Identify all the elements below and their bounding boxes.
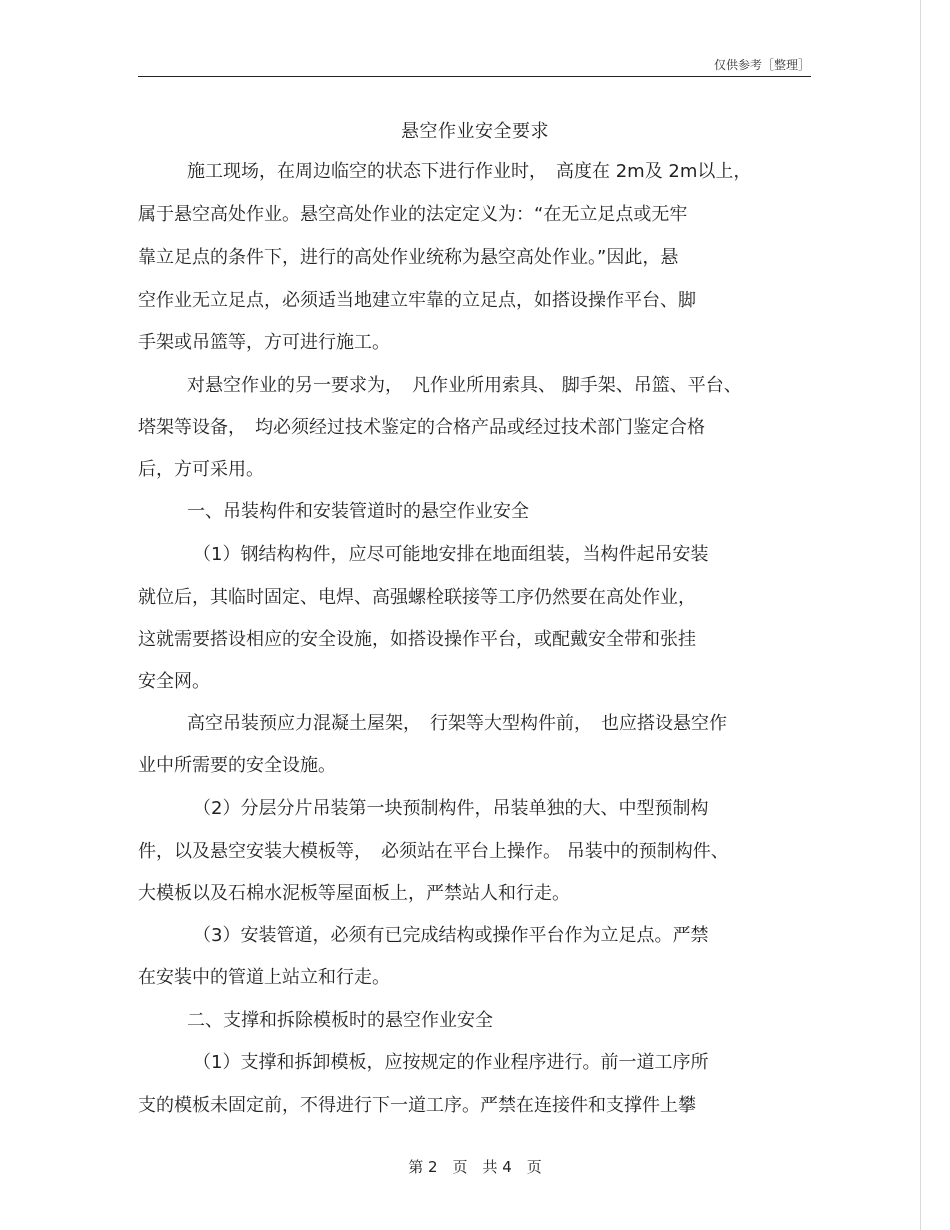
body-line: 安全网。	[138, 671, 210, 692]
body-line: （1）支撑和拆卸模板，应按规定的作业程序进行。前一道工序所	[193, 1052, 709, 1073]
body-line: 这就需要搭设相应的安全设施，如搭设操作平台，或配戴安全带和张挂	[138, 629, 696, 650]
body-line: （3）安装管道，必须有已完成结构或操作平台作为立足点。严禁	[193, 925, 709, 946]
header-note: 仅供参考［整理］	[713, 58, 810, 72]
body-line: 件，以及悬空安装大模板等， 必须站在平台上操作。 吊装中的预制构件、	[138, 841, 729, 862]
body-line: 空作业无立足点，必须适当地建立牢靠的立足点，如搭设操作平台、脚	[138, 290, 696, 311]
body-line: 对悬空作业的另一要求为， 凡作业所用索具、 脚手架、吊篮、平台、	[187, 375, 742, 396]
body-line: 塔架等设备， 均必须经过技术鉴定的合格产品或经过技术部门鉴定合格	[138, 417, 705, 438]
body-line: 大模板以及石棉水泥板等屋面板上，严禁站人和行走。	[138, 883, 570, 904]
body-line: 后，方可采用。	[138, 459, 264, 480]
page-number-footer: 第 2 页 共 4 页	[408, 1158, 542, 1176]
section-heading: 二、支撑和拆除模板时的悬空作业安全	[187, 1010, 493, 1031]
body-line: 就位后，其临时固定、电焊、高强螺栓联接等工序仍然要在高处作业，	[138, 587, 696, 608]
body-line: 施工现场，在周边临空的状态下进行作业时， 高度在 2m及 2m以上，	[187, 161, 752, 182]
page-edge-divider	[920, 0, 921, 1230]
body-line: 在安装中的管道上站立和行走。	[138, 967, 390, 988]
section-heading: 一、吊装构件和安装管道时的悬空作业安全	[187, 501, 529, 522]
header-rule	[138, 76, 811, 77]
body-line: 支的模板未固定前，不得进行下一道工序。严禁在连接件和支撑件上攀	[138, 1095, 696, 1116]
body-line: 业中所需要的安全设施。	[138, 755, 336, 776]
body-line: 高空吊装预应力混凝土屋架， 行架等大型构件前， 也应搭设悬空作	[187, 713, 727, 734]
body-line: 靠立足点的条件下，进行的高处作业统称为悬空高处作业。”因此，悬	[138, 247, 679, 268]
body-line: （1）钢结构构件，应尽可能地安排在地面组装，当构件起吊安装	[193, 544, 709, 565]
body-line: 属于悬空高处作业。悬空高处作业的法定定义为：“在无立足点或无牢	[138, 204, 688, 225]
document-title: 悬空作业安全要求	[401, 121, 549, 142]
body-line: 手架或吊篮等，方可进行施工。	[138, 332, 390, 353]
body-line: （2）分层分片吊装第一块预制构件，吊装单独的大、中型预制构	[193, 798, 709, 819]
